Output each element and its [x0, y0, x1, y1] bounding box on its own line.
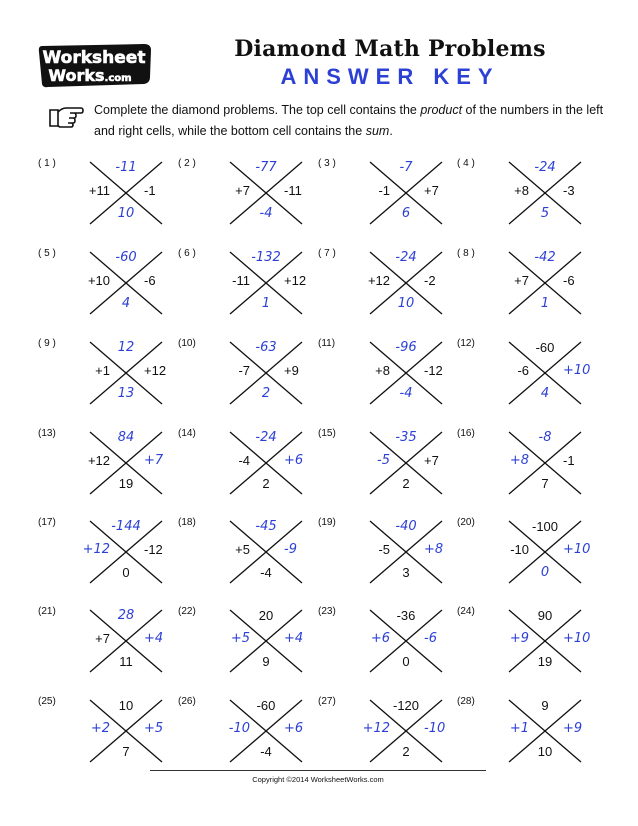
problem-number: ( 3 ) [318, 158, 336, 169]
diamond-problem [178, 517, 318, 597]
right-cell: -12 [144, 542, 163, 557]
problem-number: (17) [38, 517, 56, 528]
diamond-problem [38, 428, 178, 508]
problem-number: ( 5 ) [38, 248, 56, 259]
right-cell-answer: -10 [424, 721, 446, 736]
diamond-problem [457, 428, 597, 508]
diamond-problem [318, 248, 458, 328]
left-cell: -7 [238, 363, 250, 378]
page-title: Diamond Math Problems [234, 36, 546, 62]
right-cell-answer: +4 [284, 631, 304, 646]
top-cell-answer: -11 [115, 160, 137, 175]
problem-number: (11) [318, 338, 336, 349]
diamond-problem [38, 517, 178, 597]
answer-key-subtitle: ANSWER KEY [280, 64, 500, 89]
left-cell-answer: +5 [230, 631, 250, 646]
top-cell-answer: -132 [251, 250, 281, 265]
left-cell: -11 [232, 273, 250, 288]
problem-number: (19) [318, 517, 336, 528]
bottom-cell: 0 [122, 565, 130, 580]
diamond-problem [38, 696, 178, 776]
left-cell-answer: +12 [82, 542, 110, 557]
problem-number: (16) [457, 428, 475, 439]
bottom-cell: 2 [262, 476, 270, 491]
problem-number: (26) [178, 696, 196, 707]
top-cell-answer: 28 [117, 608, 135, 623]
bottom-cell-answer: 1 [261, 296, 271, 311]
diamond-problem [318, 158, 458, 238]
diamond-problem [38, 606, 178, 686]
left-cell: +12 [87, 453, 110, 468]
bottom-cell-answer: -4 [399, 386, 413, 401]
bottom-cell-answer: 6 [401, 206, 411, 221]
bottom-cell: 19 [118, 476, 134, 491]
right-cell-answer: -6 [424, 631, 437, 646]
top-cell: -60 [256, 698, 276, 713]
problem-number: (14) [178, 428, 196, 439]
problem-number: (18) [178, 517, 196, 528]
top-cell: 20 [258, 608, 274, 623]
diamond-problem [318, 338, 458, 418]
left-cell: -5 [378, 542, 390, 557]
problem-number: (24) [457, 606, 475, 617]
diamond-problem [178, 696, 318, 776]
left-cell: +1 [95, 363, 110, 378]
top-cell-answer: -40 [395, 519, 417, 534]
top-cell-answer: 84 [117, 430, 135, 445]
bottom-cell: -4 [260, 744, 272, 759]
top-cell: 10 [118, 698, 134, 713]
bottom-cell: 19 [537, 654, 553, 669]
bottom-cell-answer: -4 [259, 206, 273, 221]
right-cell-answer: +4 [144, 631, 164, 646]
diamond-problem [457, 696, 597, 776]
left-cell: +7 [514, 273, 529, 288]
right-cell: +9 [284, 363, 299, 378]
left-cell-answer: +9 [509, 631, 529, 646]
right-cell-answer: +8 [424, 542, 444, 557]
top-cell-answer: -7 [399, 160, 413, 175]
left-cell: -10 [510, 542, 529, 557]
left-cell: -4 [238, 453, 250, 468]
right-cell: -1 [563, 453, 575, 468]
instructions-text: Complete the diamond problems. The top cell contains the product of the numbers in the left and right cells, while the bottom cell contains the sum. [94, 103, 604, 138]
left-cell-answer: +12 [362, 721, 390, 736]
problem-number: (13) [38, 428, 56, 439]
bottom-cell: 7 [122, 744, 130, 759]
diamond-problem [178, 248, 318, 328]
problem-number: (12) [457, 338, 475, 349]
bottom-cell-answer: 4 [121, 296, 131, 311]
top-cell-answer: -63 [255, 340, 277, 355]
top-cell-answer: -42 [534, 250, 556, 265]
left-cell-answer: +2 [90, 721, 110, 736]
right-cell-answer: +10 [563, 363, 591, 378]
diamond-problem [457, 248, 597, 328]
diamond-problem [38, 248, 178, 328]
problem-number: ( 4 ) [457, 158, 475, 169]
diamond-problem [38, 158, 178, 238]
right-cell: -6 [144, 273, 156, 288]
bottom-cell: 7 [541, 476, 549, 491]
left-cell-answer: +6 [370, 631, 390, 646]
top-cell: -120 [392, 698, 420, 713]
top-cell-answer: -24 [395, 250, 417, 265]
problem-number: ( 8 ) [457, 248, 475, 259]
top-cell-answer: -8 [538, 430, 552, 445]
top-cell: 9 [541, 698, 549, 713]
bottom-cell-answer: 10 [117, 206, 135, 221]
right-cell-answer: +7 [144, 453, 164, 468]
left-cell-answer: +1 [509, 721, 529, 736]
svg-text:Works.com: Works.com [48, 66, 132, 85]
diamond-problem [318, 696, 458, 776]
bottom-cell: 11 [119, 654, 133, 669]
diamond-problem [457, 517, 597, 597]
problem-number: (10) [178, 338, 196, 349]
top-cell-answer: -24 [534, 160, 556, 175]
top-cell-answer: -45 [255, 519, 277, 534]
diamond-problem [38, 338, 178, 418]
bottom-cell: 2 [402, 744, 410, 759]
bottom-cell-answer: 10 [397, 296, 415, 311]
left-cell: +7 [95, 631, 110, 646]
left-cell: -1 [378, 183, 390, 198]
right-cell-answer: +9 [563, 721, 583, 736]
problem-number: (20) [457, 517, 475, 528]
left-cell-answer: +8 [509, 453, 529, 468]
right-cell: -12 [424, 363, 443, 378]
top-cell: 90 [537, 608, 553, 623]
right-cell: +12 [144, 363, 167, 378]
right-cell: -6 [563, 273, 575, 288]
diamond-problem [178, 338, 318, 418]
bottom-cell: -4 [260, 565, 272, 580]
top-cell-answer: -35 [395, 430, 417, 445]
diamond-problem [318, 606, 458, 686]
left-cell: +11 [88, 183, 110, 198]
diamond-problem [457, 606, 597, 686]
diamond-problem [457, 158, 597, 238]
right-cell: -2 [424, 273, 436, 288]
left-cell: +10 [87, 273, 110, 288]
problem-number: (23) [318, 606, 336, 617]
right-cell: -3 [563, 183, 575, 198]
right-cell-answer: +5 [144, 721, 164, 736]
footer-divider [150, 770, 486, 771]
right-cell-answer: +10 [563, 631, 591, 646]
problem-number: ( 2 ) [178, 158, 196, 169]
bottom-cell-answer: 5 [540, 206, 550, 221]
top-cell: -60 [535, 340, 555, 355]
top-cell: -36 [396, 608, 416, 623]
problem-number: (21) [38, 606, 56, 617]
problem-number: ( 9 ) [38, 338, 56, 349]
problem-number: (28) [457, 696, 475, 707]
top-cell-answer: -24 [255, 430, 277, 445]
right-cell-answer: +6 [284, 453, 304, 468]
left-cell-answer: -10 [228, 721, 250, 736]
bottom-cell-answer: 2 [261, 386, 271, 401]
top-cell-answer: -144 [111, 519, 141, 534]
right-cell: +7 [424, 453, 439, 468]
left-cell: +5 [235, 542, 250, 557]
left-cell-answer: -5 [377, 453, 390, 468]
problem-number: ( 1 ) [38, 158, 56, 169]
bottom-cell-answer: 4 [540, 386, 550, 401]
top-cell-answer: 12 [117, 340, 135, 355]
right-cell-answer: +6 [284, 721, 304, 736]
right-cell-answer: -9 [284, 542, 297, 557]
diamond-problem [178, 158, 318, 238]
bottom-cell-answer: 1 [540, 296, 550, 311]
right-cell: -11 [284, 183, 302, 198]
copyright-text: Copyright ©2014 WorksheetWorks.com [252, 775, 384, 784]
bottom-cell: 2 [402, 476, 410, 491]
bottom-cell: 10 [537, 744, 553, 759]
diamond-problem [457, 338, 597, 418]
problem-number: (15) [318, 428, 336, 439]
problem-number: ( 6 ) [178, 248, 196, 259]
top-cell: -100 [531, 519, 559, 534]
problem-number: (25) [38, 696, 56, 707]
bottom-cell-answer: 13 [117, 386, 135, 401]
bottom-cell: 3 [402, 565, 410, 580]
diamond-problem [318, 428, 458, 508]
right-cell: +12 [284, 273, 307, 288]
left-cell: +12 [367, 273, 390, 288]
svg-text:Worksheet: Worksheet [42, 48, 146, 68]
right-cell: +7 [424, 183, 439, 198]
top-cell-answer: -96 [395, 340, 417, 355]
left-cell: +8 [375, 363, 390, 378]
bottom-cell: 0 [402, 654, 410, 669]
diamond-problem [318, 517, 458, 597]
top-cell-answer: -77 [255, 160, 277, 175]
bottom-cell: 9 [262, 654, 270, 669]
right-cell-answer: +10 [563, 542, 591, 557]
top-cell-answer: -60 [115, 250, 137, 265]
right-cell: -1 [144, 183, 156, 198]
bottom-cell-answer: 0 [540, 565, 550, 580]
problem-number: (22) [178, 606, 196, 617]
problem-number: (27) [318, 696, 336, 707]
left-cell: -6 [517, 363, 529, 378]
diamond-problem [178, 606, 318, 686]
left-cell: +7 [235, 183, 250, 198]
problem-number: ( 7 ) [318, 248, 336, 259]
left-cell: +8 [514, 183, 529, 198]
diamond-problem [178, 428, 318, 508]
